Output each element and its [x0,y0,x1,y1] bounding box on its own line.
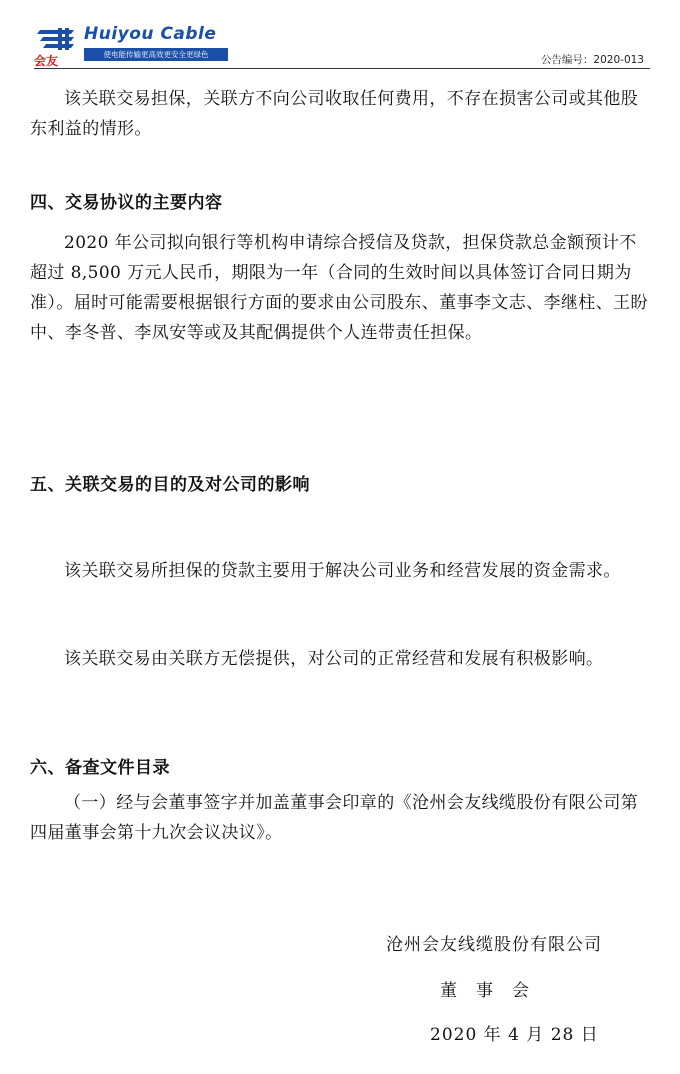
signature-board: 董 事 会 [440,981,530,1001]
company-logo [34,24,217,68]
paragraph-agreement: 2020 年公司拟向银行等机构申请综合授信及贷款，担保贷款总金额预计不超过 8,500 万元人民币，期限为一年（合同的生效时间以具体签订合同日期为准）。届时可能需要根据银行方面的要求由公司股东、董事李文志、李继柱、王盼中、李冬普、李凤安等或及其配偶提供个人连带责任担保。 [30,233,648,343]
announcement-number: 公告编号：2020-013 [540,54,644,66]
page-header [0,0,680,70]
paragraph-effect: 该关联交易由关联方无偿提供，对公司的正常经营和发展有积极影响。 [64,649,604,669]
header-divider [34,68,650,69]
logo-cn-wordmark: 会友 [34,54,59,68]
signature-date: 2020 年 4 月 28 日 [430,1025,599,1045]
section-heading-documents: 六、备查文件目录 [30,758,170,778]
paragraph-purpose: 该关联交易所担保的贷款主要用于解决公司业务和经营发展的资金需求。 [64,561,621,581]
paragraph-guarantee-fees: 该关联交易担保，关联方不向公司收取任何费用，不存在损害公司或其他股东利益的情形。 [30,89,639,139]
logo-brand-wordmark: Huiyou Cable [84,24,217,44]
section-heading-agreement: 四、交易协议的主要内容 [30,193,223,213]
signature-company: 沧州会友线缆股份有限公司 [386,935,602,955]
section-heading-purpose: 五、关联交易的目的及对公司的影响 [30,475,310,495]
paragraph-documents: （一）经与会董事签字并加盖董事会印章的《沧州会友线缆股份有限公司第四届董事会第十九次会议决议》。 [30,793,639,843]
logo-slogan: 使电能传输更高效更安全更绿色 [84,48,228,61]
